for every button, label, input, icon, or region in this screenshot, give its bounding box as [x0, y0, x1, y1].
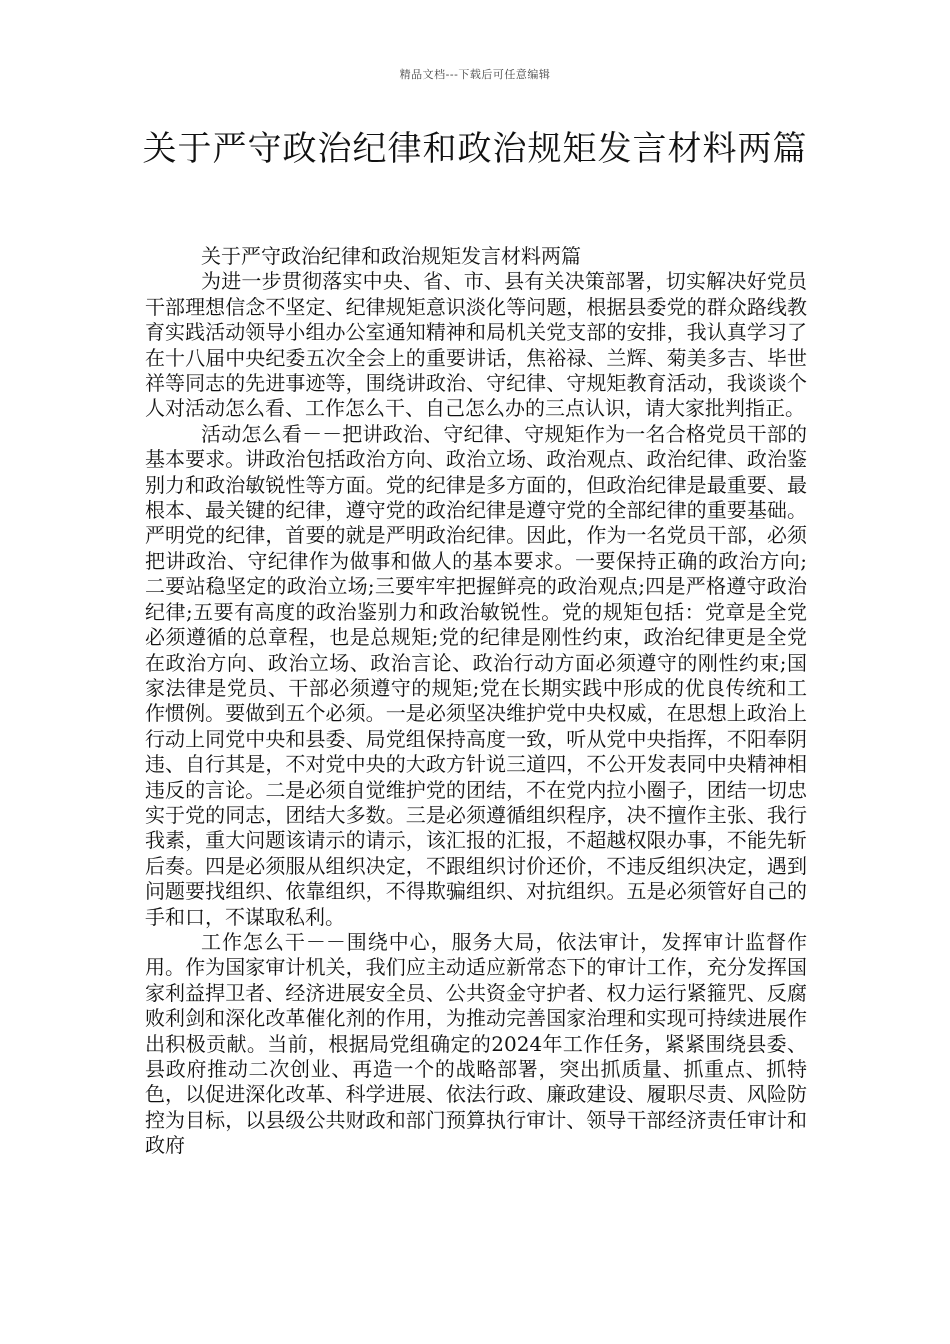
body-paragraph-intro: 为进一步贯彻落实中央、省、市、县有关决策部署，切实解决好党员干部理想信念不坚定、纪律规矩意识淡化等问题，根据县委党的群众路线教育实践活动领导小组办公室通知精神和局机关党支部的安排，我认真学习了在十八届中央纪委五次全会上的重要讲话，焦裕禄、兰辉、菊美多吉、毕世祥等同志的先进事迹等，围绕讲政治、守纪律、守规矩教育活动，我谈谈个人对活动怎么看、工作怎么干、自己怎么办的三点认识，请大家批判指正。: [145, 269, 807, 421]
body-paragraph-how-to-work: 工作怎么干－－围绕中心，服务大局，依法审计，发挥审计监督作用。作为国家审计机关，我们应主动适应新常态下的审计工作，充分发挥国家利益捍卫者、经济进展安全员、公共资金守护者、权力运行紧箍咒、反腐败利剑和深化改革催化剂的作用，为推动完善国家治理和实现可持续进展作出积极贡献。当前，根据局党组确定的2024年工作任务，紧紧围绕县委、县政府推动二次创业、再造一个的战略部署，突出抓质量、抓重点、抓特色，以促进深化改革、科学进展、依法行政、廉政建设、履职尽责、风险防控为目标，以县级公共财政和部门预算执行审计、领导干部经济责任审计和政府: [145, 929, 807, 1158]
page-header-note: 精品文档---下载后可任意编辑: [399, 68, 551, 81]
document-title: 关于严守政治纪律和政治规矩发言材料两篇: [142, 129, 808, 169]
body-paragraph-how-to-view: 活动怎么看－－把讲政治、守纪律、守规矩作为一名合格党员干部的基本要求。讲政治包括政治方向、政治立场、政治观点、政治纪律、政治鉴别力和政治敏锐性等方面。党的纪律是多方面的，但政治纪律是最重要、最根本、最关键的纪律，遵守党的政治纪律是遵守党的全部纪律的重要基础。严明党的纪律，首要的就是严明政治纪律。因此，作为一名党员干部，必须把讲政治、守纪律作为做事和做人的基本要求。一要保持正确的政治方向;二要站稳坚定的政治立场;三要牢牢把握鲜亮的政治观点;四是严格遵守政治纪律;五要有高度的政治鉴别力和政治敏锐性。党的规矩包括：党章是全党必须遵循的总章程，也是总规矩;党的纪律是刚性约束，政治纪律更是全党在政治方向、政治立场、政治言论、政治行动方面必须遵守的刚性约束;国家法律是党员、干部必须遵守的规矩;党在长期实践中形成的优良传统和工作惯例。要做到五个必须。一是必须坚决维护党中央权威，在思想上政治上行动上同党中央和县委、局党组保持高度一致，听从党中央指挥，不阳奉阴违、自行其是，不对党中央的大政方针说三道四，不公开发表同中央精神相违反的言论。二是必须自觉维护党的团结，不在党内拉小圈子，团结一切忠实于党的同志，团结大多数。三是必须遵循组织程序，决不擅作主张、我行我素，重大问题该请示的请示，该汇报的汇报，不超越权限办事，不能先斩后奏。四是必须服从组织决定，不跟组织讨价还价，不违反组织决定，遇到问题要找组织、依靠组织，不得欺骗组织、对抗组织。五是必须管好自己的手和口，不谋取私利。: [145, 421, 807, 929]
document-body: [145, 244, 807, 1159]
body-paragraph-subtitle: 关于严守政治纪律和政治规矩发言材料两篇: [201, 244, 581, 268]
